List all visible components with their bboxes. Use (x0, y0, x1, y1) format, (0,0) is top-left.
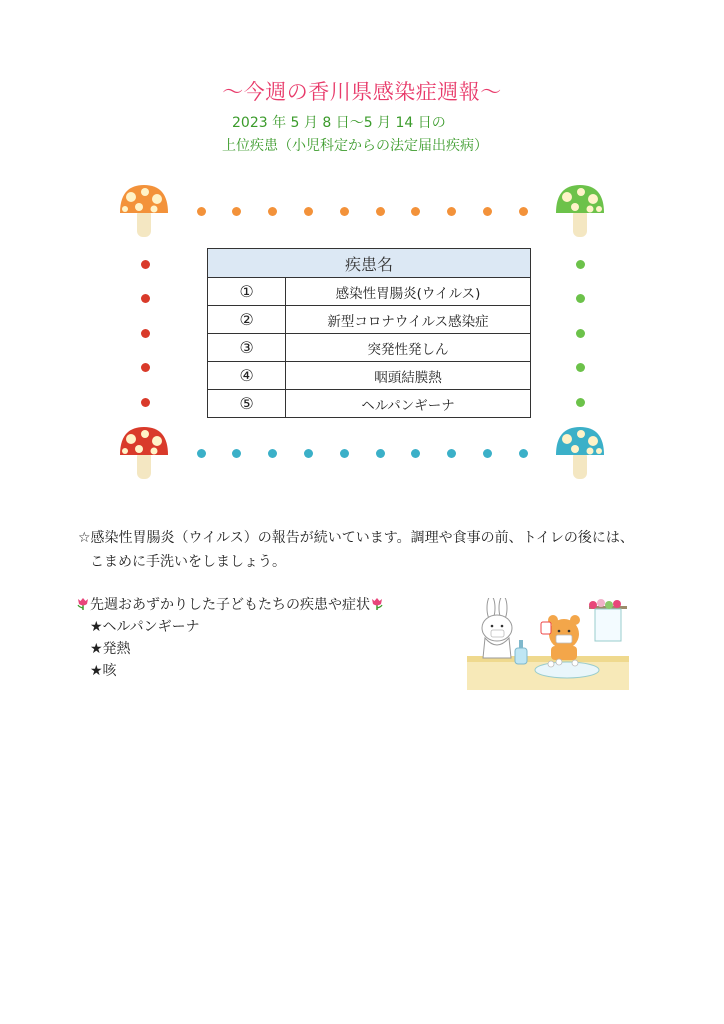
table-row (208, 278, 531, 306)
rank-cell: ① (208, 278, 286, 306)
table-row (208, 334, 531, 362)
frame-dot (576, 398, 585, 407)
table-row (208, 390, 531, 418)
frame-dot (141, 260, 150, 269)
frame-dot (268, 207, 277, 216)
frame-dot (376, 207, 385, 216)
red-mushroom-icon (117, 425, 171, 483)
frame-dot (576, 294, 585, 303)
table-header: 疾患名 (208, 249, 531, 278)
frame-dot (304, 449, 313, 458)
frame-dot (411, 449, 420, 458)
frame-dot (141, 363, 150, 372)
frame-dot (232, 207, 241, 216)
frame-dot (447, 207, 456, 216)
page-title: ～今週の香川県感染症週報～ (222, 80, 502, 104)
rank-cell: ② (208, 306, 286, 334)
frame-dot (483, 207, 492, 216)
rank-cell: ⑤ (208, 390, 286, 418)
orange-mushroom-icon (117, 183, 171, 241)
rank-cell: ③ (208, 334, 286, 362)
frame-dot (340, 449, 349, 458)
blue-mushroom-icon (553, 425, 607, 483)
frame-dot (141, 294, 150, 303)
disease-cell: 感染性胃腸炎(ウイルス) (286, 278, 531, 306)
frame-dot (447, 449, 456, 458)
frame-dot (197, 449, 206, 458)
frame-dot (340, 207, 349, 216)
frame-dot (197, 207, 206, 216)
frame-dot (141, 398, 150, 407)
table-header-row (208, 249, 531, 278)
symptom-item: ★ヘルパンギーナ (90, 619, 200, 635)
frame-dot (376, 449, 385, 458)
handwash-note (78, 526, 678, 574)
date-range: 2023 年 5 月 8 日～5 月 14 日の (232, 115, 446, 131)
disease-cell: 新型コロナウイルス感染症 (286, 306, 531, 334)
frame-dot (141, 329, 150, 338)
tulip-icon (370, 597, 384, 611)
tulip-icon (76, 597, 90, 611)
handwashing-animals-illustration (467, 598, 629, 690)
table-row (208, 362, 531, 390)
rank-cell: ④ (208, 362, 286, 390)
disease-cell: 咽頭結膜熱 (286, 362, 531, 390)
weekly-heading-text: 先週おあずかりした子どもたちの疾患や症状 (90, 597, 370, 613)
symptom-item: ★発熱 (90, 641, 131, 657)
table-row (208, 306, 531, 334)
frame-dot (304, 207, 313, 216)
note-line-2: こまめに手洗いをしましょう。 (90, 554, 286, 570)
frame-dot (519, 207, 528, 216)
weekly-heading (76, 594, 384, 614)
disease-table (207, 248, 531, 418)
frame-dot (483, 449, 492, 458)
symptom-item: ★咳 (90, 663, 117, 679)
frame-dot (232, 449, 241, 458)
disease-cell: 突発性発しん (286, 334, 531, 362)
frame-dot (411, 207, 420, 216)
frame-dot (576, 329, 585, 338)
frame-dot (576, 363, 585, 372)
disease-cell: ヘルパンギーナ (286, 390, 531, 418)
green-mushroom-icon (553, 183, 607, 241)
table-subtitle: 上位疾患（小児科定からの法定届出疾病） (222, 138, 488, 154)
note-line-1: ☆感染性胃腸炎（ウイルス）の報告が続いています。調理や食事の前、トイレの後には、 (78, 530, 634, 546)
frame-dot (576, 260, 585, 269)
frame-dot (519, 449, 528, 458)
frame-dot (268, 449, 277, 458)
